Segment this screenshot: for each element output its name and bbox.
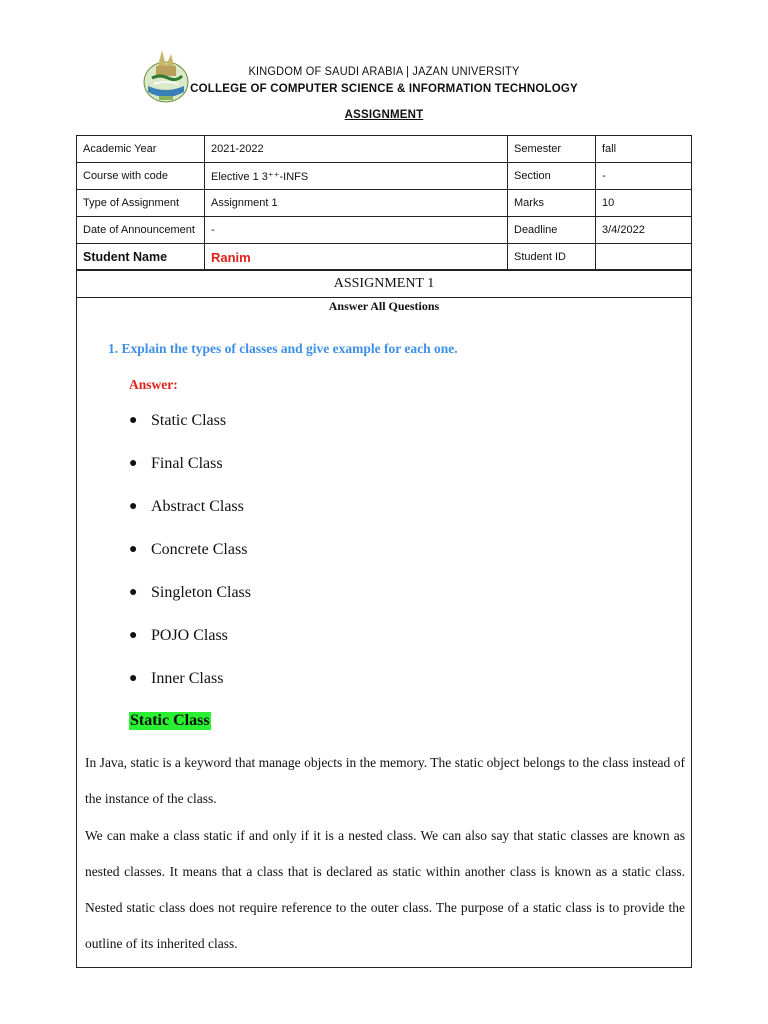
list-item-label: Final Class [151,455,223,472]
list-item-label: POJO Class [151,627,228,644]
course-label: Course with code [77,163,205,190]
student-id-label: Student ID [508,244,596,271]
assignment-subtitle: Answer All Questions [328,299,440,313]
semester-value: fall [596,136,692,163]
semester-label: Semester [508,136,596,163]
list-item [129,670,251,713]
question-1: 1. Explain the types of classes and give example for each one. [108,341,458,356]
info-table [76,135,692,271]
student-name-value: Ranim [205,244,508,271]
section-label: Section [508,163,596,190]
list-item-label: Inner Class [151,670,224,687]
student-name-label: Student Name [77,244,205,271]
bullet-icon: ● [129,413,138,428]
section-value: - [596,163,692,190]
list-item [129,541,251,584]
paragraph-2: We can make a class static if and only if it is a nested class. We can also say that static classes are known as nested classes. It means that a class that is declared as static within another class is known as a static class. Nested static class does not require reference to the outer class. The purpose of a static class is to provide the outline of its inherited class. [85,828,685,951]
list-item [129,412,251,455]
bullet-icon: ● [129,542,138,557]
announce-value: - [205,217,508,244]
course-value: Elective 1 3⁺⁺-INFS [205,163,508,190]
academic-year-value: 2021-2022 [205,136,508,163]
list-item [129,627,251,670]
list-item-label: Abstract Class [151,498,244,515]
deadline-label: Deadline [508,217,596,244]
list-item-label: Concrete Class [151,541,248,558]
list-item-label: Singleton Class [151,584,252,601]
announce-label: Date of Announcement [77,217,205,244]
table-row [77,244,692,271]
assignment-title: ASSIGNMENT 1 [333,276,435,291]
marks-value: 10 [596,190,692,217]
bullet-icon: ● [129,671,138,686]
table-row [77,190,692,217]
answer-label: Answer: [129,377,178,392]
marks-label: Marks [508,190,596,217]
bullet-icon: ● [129,628,138,643]
bullet-icon: ● [129,585,138,600]
class-types-list [129,412,251,713]
type-value: Assignment 1 [205,190,508,217]
bullet-icon: ● [129,456,138,471]
table-row [77,136,692,163]
list-item [129,498,251,541]
bullet-icon: ● [129,499,138,514]
list-item-label: Static Class [151,412,227,429]
header-assignment: ASSIGNMENT [344,109,424,121]
table-row [77,163,692,190]
static-class-heading: Static Class [130,712,210,729]
header-college: COLLEGE OF COMPUTER SCIENCE & INFORMATION TECHNOLOGY [190,83,578,95]
type-label: Type of Assignment [77,190,205,217]
header-kingdom: KINGDOM OF SAUDI ARABIA | JAZAN UNIVERSITY [248,65,520,79]
list-item [129,584,251,627]
assignment-frame [76,269,692,968]
list-item [129,455,251,498]
divider [77,297,691,298]
table-row [77,217,692,244]
paragraph-1: In Java, static is a keyword that manage objects in the memory. The static object belongs to the class instead of the instance of the class. [85,755,685,806]
student-id-value [596,244,692,271]
deadline-value: 3/4/2022 [596,217,692,244]
academic-year-label: Academic Year [77,136,205,163]
